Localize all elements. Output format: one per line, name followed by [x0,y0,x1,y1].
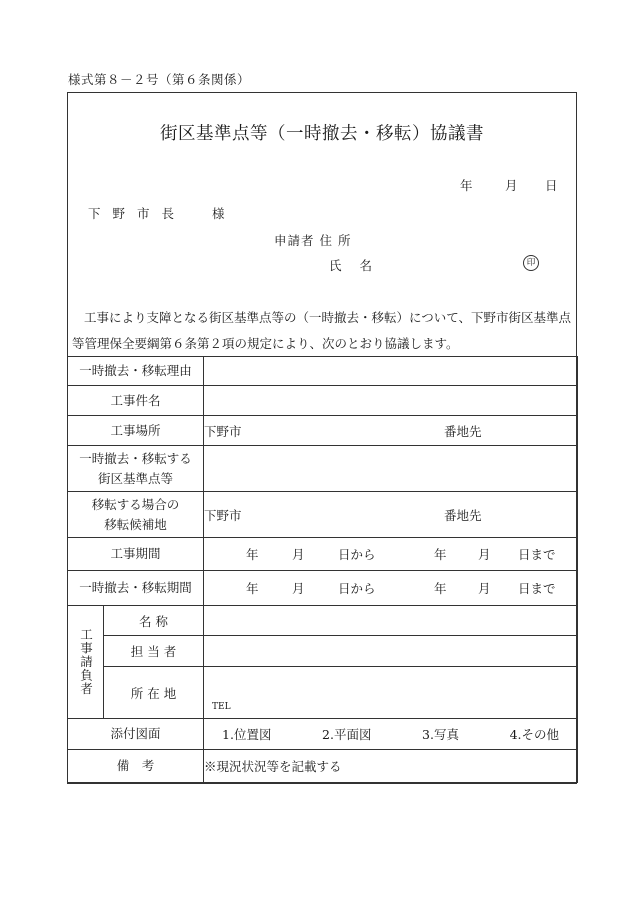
addressee-honorific: 様 [212,206,225,221]
table-row [68,538,578,571]
contractor-address-field[interactable] [204,667,578,719]
applicant-address-label: 申請者 住 所 [274,233,352,248]
attachments-label: 添付図面 [68,719,204,750]
project-period-end-day: 日まで [518,547,556,562]
contractor-address-label: 所 在 地 [104,667,204,719]
contractor-person-field[interactable] [204,636,578,667]
attachment-photos[interactable]: 3.写真 [422,727,459,742]
attachment-location-map[interactable]: 1.位置図 [222,727,272,742]
date-year-label: 年 [460,178,473,193]
table-row [68,357,578,386]
removal-period-end-month: 月 [478,581,491,596]
relocation-site-label-line2: 移転候補地 [104,516,167,532]
relocation-site-suffix: 番地先 [444,507,482,523]
project-name-label: 工事件名 [68,386,204,416]
agreement-table [67,356,578,783]
table-row [68,606,578,636]
remarks-label: 備 考 [68,750,204,783]
project-period-start-day: 日から [338,547,376,562]
relocation-site-label-line1: 移転する場合の [91,496,180,512]
seal-mark: 印 [523,255,539,271]
form-number-label: 様式第８－２号（第６条関係） [68,72,251,87]
table-row [68,667,578,719]
project-location-city: 下野市 [204,423,242,439]
points-label-line2: 街区基準点等 [98,470,174,486]
relocation-site-city: 下野市 [204,507,242,523]
table-row [68,750,578,783]
project-period-end-year: 年 [434,547,447,562]
table-row [68,386,578,416]
project-period-start-month: 月 [292,547,305,562]
reason-field[interactable] [204,357,578,386]
project-location-field[interactable] [204,416,578,446]
table-row [68,446,578,492]
project-period-start-year: 年 [246,547,259,562]
points-label-line1: 一時撤去・移転する [79,450,192,466]
date-month-label: 月 [505,178,518,193]
project-period-end-month: 月 [478,547,491,562]
project-location-suffix: 番地先 [444,423,482,439]
table-row [68,416,578,446]
points-field[interactable] [204,446,578,492]
relocation-site-label [68,492,204,538]
table-row [68,492,578,538]
removal-period-field[interactable] [204,571,578,606]
points-label [68,446,204,492]
contractor-name-field[interactable] [204,606,578,636]
project-location-label: 工事場所 [68,416,204,446]
reason-label: 一時撤去・移転理由 [68,357,204,386]
project-period-label: 工事期間 [68,538,204,571]
contractor-name-label: 名 称 [104,606,204,636]
remarks-field[interactable]: ※現況状況等を記載する [204,750,578,783]
contractor-group-text: 工事請負者 [78,628,94,696]
contractor-group-label [68,606,104,719]
removal-period-end-year: 年 [434,581,447,596]
body-paragraph: 工事により支障となる街区基準点等の（一時撤去・移転）について、下野市街区基準点等管理保全要綱第６条第２項の規定により、次のとおり協議します。 [72,310,572,351]
removal-period-start-month: 月 [292,581,305,596]
telephone-label: TEL [212,702,231,712]
applicant-name-label: 氏名 [329,258,391,273]
removal-period-label: 一時撤去・移転期間 [68,571,204,606]
table-row [68,719,578,750]
project-period-field[interactable] [204,538,578,571]
date-day-label: 日 [545,178,558,193]
attachment-other[interactable]: 4.その他 [509,727,559,742]
attachments-field [204,719,578,750]
relocation-site-field[interactable] [204,492,578,538]
contractor-person-label: 担 当 者 [104,636,204,667]
project-name-field[interactable] [204,386,578,416]
table-row [68,636,578,667]
addressee: 下野市長 [88,206,187,221]
removal-period-end-day: 日まで [518,581,556,596]
attachment-plan-view[interactable]: 2.平面図 [322,727,372,742]
removal-period-start-year: 年 [246,581,259,596]
table-row [68,571,578,606]
removal-period-start-day: 日から [338,581,376,596]
document-title: 街区基準点等（一時撤去・移転）協議書 [160,124,484,144]
